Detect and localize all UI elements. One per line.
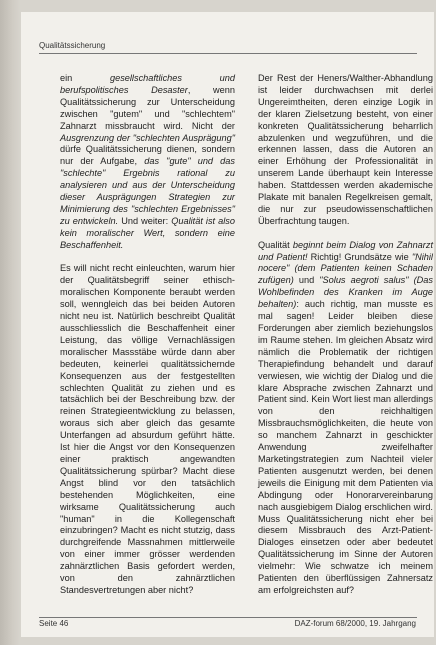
italic-run: "Solus aegroti salus" (Das Wohlbefinden des Kranken im Auge behalten) bbox=[258, 275, 433, 310]
right-paragraph-1: Der Rest der Heners/Walther-Abhandlung ist leider durchwachsen mit derlei Ungereimtheiten, deren einzige Logik in der klaren Zielsetzung besteht, von einer konkreten Qualitätssicherung beharrlich abzulenken und wegzuführen, und die erkennen lassen, dass die Autoren an einer Erhöhung der Professionalität in unserem Lande überhaupt kein Interesse haben. Stattdessen werden akademische Plakate mit banalen Regelkreisen gemalt, die nur zur pseudowissenschaftlichen Überfrachtung taugen. bbox=[258, 73, 433, 226]
text-run: , wenn Qualitätssicherung zur Unterscheidung zwischen "gutem" und "schlechtem" Zahnarzt missbraucht wird. Nicht der bbox=[60, 84, 235, 131]
text-run: ein bbox=[60, 73, 110, 83]
text-run: und bbox=[293, 275, 320, 286]
running-header: Qualitätssicherung bbox=[39, 41, 106, 50]
text-column-left bbox=[60, 73, 235, 597]
footer-rule bbox=[39, 617, 417, 618]
italic-run: "Nihil nocere" (dem Patienten keinen Schaden zufügen) bbox=[258, 251, 433, 286]
scan-shadow bbox=[0, 0, 20, 645]
italic-run: gesellschaftliches und berufspolitisches Desaster bbox=[60, 73, 235, 95]
left-paragraph-1 bbox=[60, 73, 235, 252]
text-run: Und weiter: bbox=[118, 215, 172, 226]
text-column-right bbox=[258, 73, 433, 597]
journal-citation: DAZ-forum 68/2000, 19. Jahrgang bbox=[294, 619, 416, 628]
italic-run: beginnt beim Dialog von Zahnarzt und Patient! bbox=[258, 239, 434, 262]
italic-run: Ausgrenzung der "schlechten Ausprägung" bbox=[60, 132, 235, 143]
page-number: Seite 46 bbox=[39, 619, 69, 628]
text-run: Richtig! Grundsätze wie bbox=[307, 251, 412, 262]
text-run: Qualität bbox=[258, 239, 293, 250]
left-paragraph-2: Es will nicht recht einleuchten, warum hier der Qualitätsbegriff seiner ethisch-moralischen Komponente beraubt werden soll, wenngleich das bei beiden Autoren nicht neu ist. Natürlich beschreibt Qualität ausschliesslich die Beschaffenheit einer Leistung, das völlige Vernachlässigen moralischer Massstäbe würde dann aber bedeuten, keinerlei qualitätssichernde Konsequenzen aus der festgestellten schlechten Qualität zu ziehen und es tatsächlich bei der Beschreibung bzw. der reinen Strategieentwicklung zu belassen, woraus sich aber gleich das gesamte Unterfangen ad absurdum geführt hätte. Ist hier die Angst vor den Konsequenzen einer praktisch angewandten Qualitätssicherung spürbar? Macht diese Angst blind vor den tatsächlich bestehenden Möglichkeiten, eine wirksame Qualitätssicherung auch "human" in die Kollegenschaft einzubringen? Macht es nicht stutzig, dass durchgreifende Massnahmen mittlerweile von einer immer grösser werdenden zahnärztlichen Basis gefordert werden, von den zahnärztlichen Standesvertretungen aber nicht? bbox=[60, 263, 235, 595]
right-paragraph-2 bbox=[258, 240, 433, 597]
text-run: : auch richtig, man musste es mal sagen! Leider bleiben diese Forderungen aber ziemlich beziehungslos im Raume stehen. Im gleichen Absatz wird nämlich die Problematik der richtigen Therapiefindung behandelt und darauf verwiesen, wie wichtig der Dialog und die klare Absprache zwischen Zahnarzt und Patient sind. Kein Wort liest man allerdings von den reichhaltigen Missbrauchsmöglichkeiten, die heute von so manchem Zahnarzt in geschickter Anwendung zweifelhafter Marketingstrategien zum Nachteil vieler Patienten ausgenutzt werden, bei denen jeweils die Einigung mit dem Patienten via Abdingung oder Honorarvereinbarung nach ausgiebigem Dialog erschlichen wird. Muss Qualitätssicherung nicht eher bei diesem Missbrauch des Arzt-Patient-Dialoges einsetzen oder aber bedeutet Qualitätssicherung im Sinne der Autoren vielmehr: Wie schwatze ich meinem Patienten den überflüssigen Zahnersatz am erfolgreichsten auf? bbox=[258, 299, 433, 595]
italic-run: Qualität ist also kein moralischer Wert, sondern eine Beschaffenheit. bbox=[60, 215, 235, 250]
text-run: dürfe Qualitätssicherung dienen, sondern nur der Aufgabe, bbox=[60, 144, 235, 167]
italic-run: das "gute" und das "schlechte" Ergebnis rational zu analysieren und aus der Unterscheidung dieser Ausprägungen Strategien zur Minimierung des "schlechten Ergebnisses" zu entwickeln. bbox=[60, 156, 235, 226]
header-rule bbox=[39, 53, 417, 54]
